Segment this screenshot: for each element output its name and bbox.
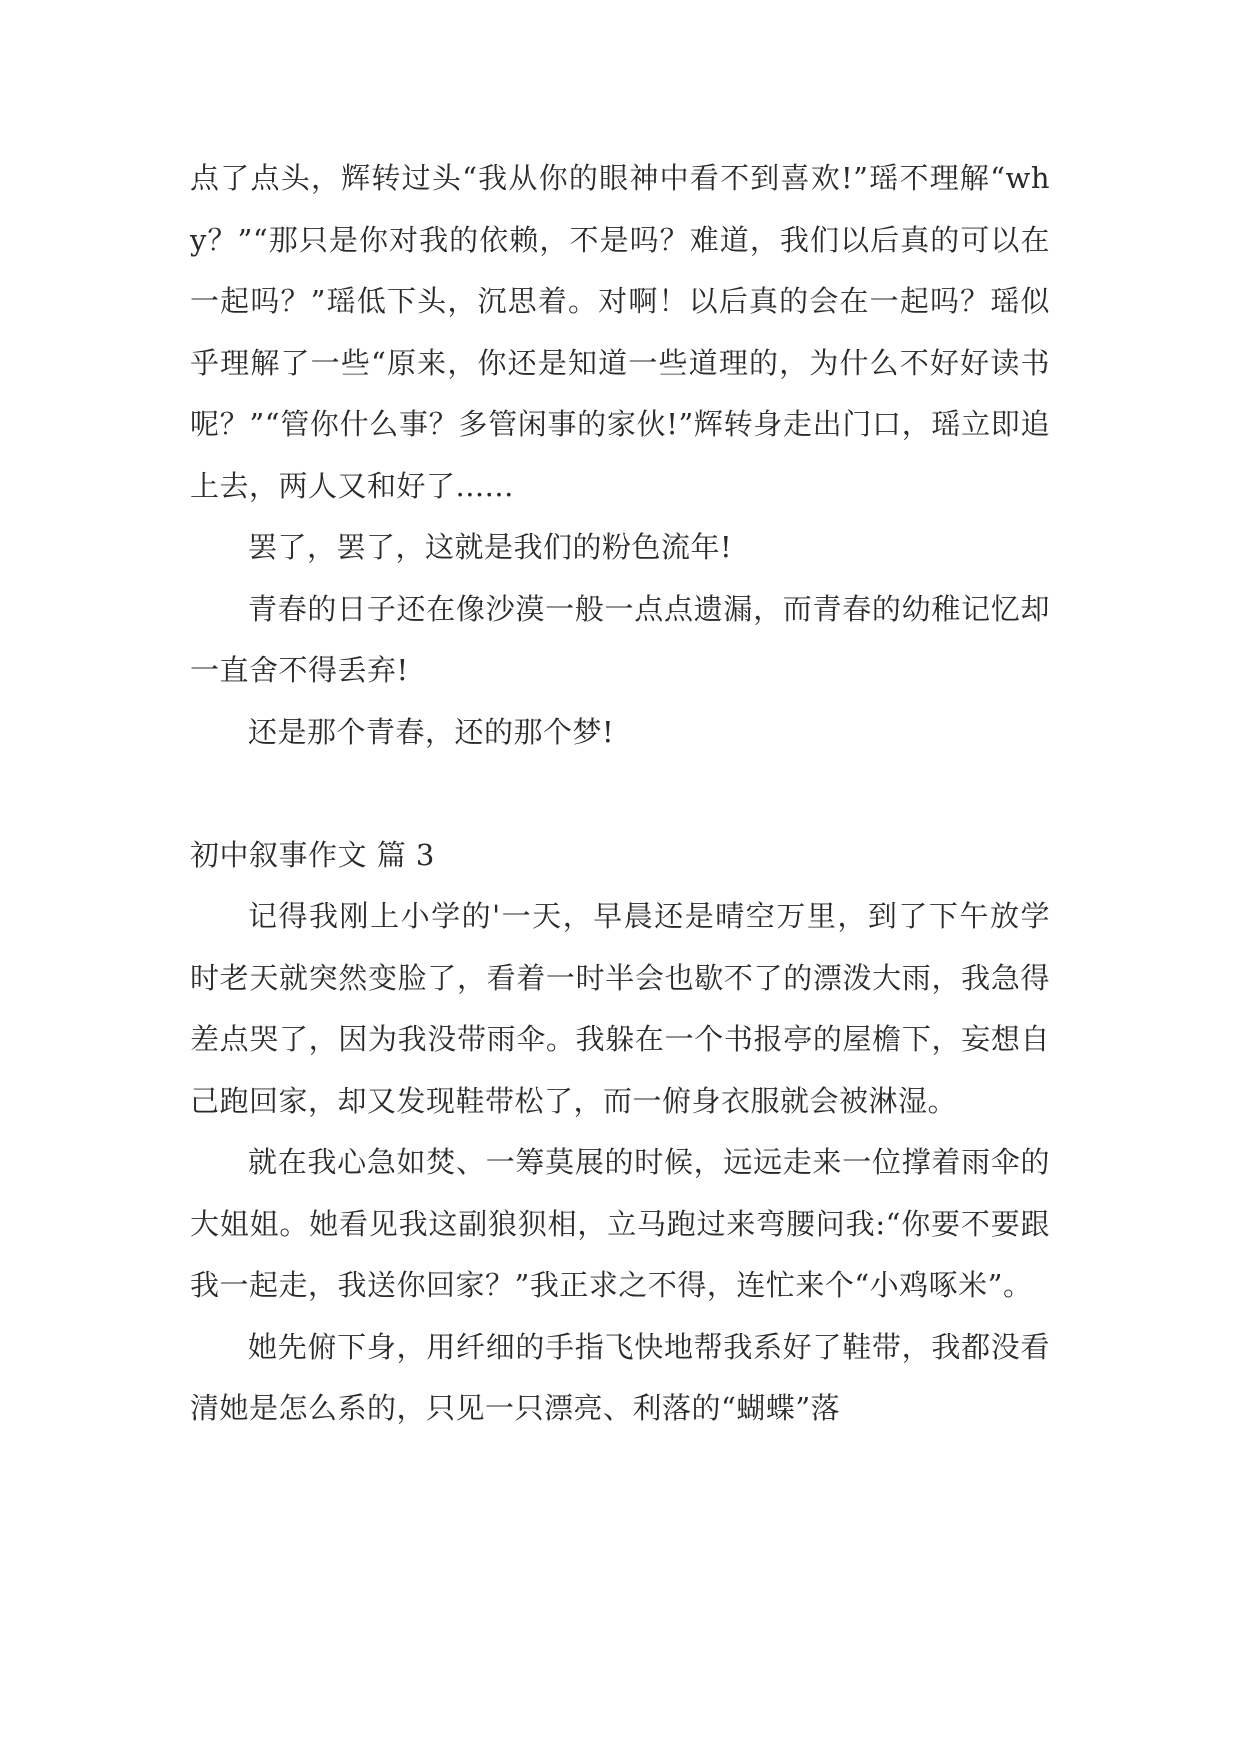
- paragraph-7: 她先俯下身，用纤细的手指飞快地帮我系好了鞋带，我都没看清她是怎么系的，只见一只漂亮、利落的“蝴蝶”落: [190, 1329, 1050, 1425]
- paragraph-3: 青春的日子还在像沙漠一般一点点遗漏，而青春的幼稚记忆却一直舍不得丢弃!: [190, 591, 1050, 687]
- paragraph-6: 就在我心急如焚、一筹莫展的时候，远远走来一位撑着雨伞的大姐姐。她看见我这副狼狈相，立马跑过来弯腰问我:“你要不要跟我一起走，我送你回家？”我正求之不得，连忙来个“小鸡啄米”。: [190, 1145, 1050, 1302]
- section-heading: 初中叙事作文 篇 3: [190, 837, 435, 872]
- paragraph-4: 还是那个青春，还的那个梦!: [248, 714, 615, 749]
- paragraph-5: 记得我刚上小学的'一天，早晨还是晴空万里，到了下午放学时老天就突然变脸了，看着一时半会也歇不了的漂泼大雨，我急得差点哭了，因为我没带雨伞。我躲在一个书报亭的屋檐下，妄想自己跑回家，却又发现鞋带松了，而一俯身衣服就会被淋湿。: [190, 899, 1050, 1118]
- document-page: [190, 148, 1050, 1440]
- paragraph-1: 点了点头，辉转过头“我从你的眼神中看不到喜欢!”瑶不理解“why？”“那只是你对我的依赖，不是吗？难道，我们以后真的可以在一起吗？”瑶低下头，沉思着。对啊！以后真的会在一起吗？瑶似乎理解了一些“原来，你还是知道一些道理的，为什么不好好读书呢？”“管你什么事？多管闲事的家伙!”辉转身走出门口，瑶立即追上去，两人又和好了......: [190, 161, 1050, 503]
- paragraph-2: 罢了，罢了，这就是我们的粉色流年!: [248, 530, 733, 564]
